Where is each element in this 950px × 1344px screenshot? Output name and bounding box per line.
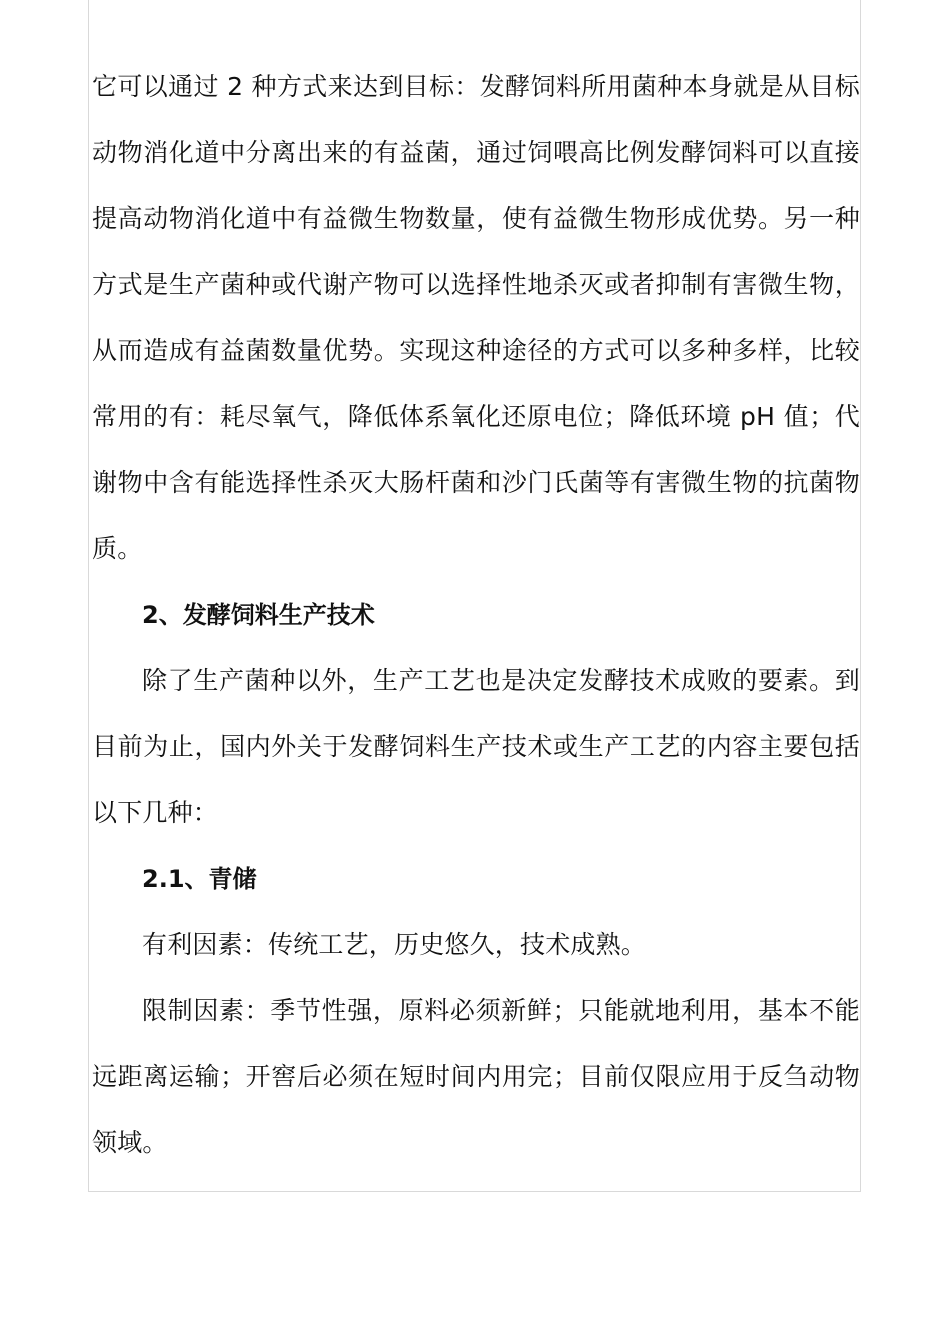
paragraph-production-intro: 除了生产菌种以外，生产工艺也是决定发酵技术成败的要素。到目前为止，国内外关于发酵饲料生产技术或生产工艺的内容主要包括以下几种： (92, 666, 860, 827)
paragraph-mechanism: 它可以通过 2 种方式来达到目标：发酵饲料所用菌种本身就是从目标动物消化道中分离出来的有益菌，通过饲喂高比例发酵饲料可以直接提高动物消化道中有益微生物数量，使有益微生物形成优势。另一种方式是生产菌种或代谢产物可以选择性地杀灭或者抑制有害微生物，从而造成有益菌数量优势。实现这种途径的方式可以多种多样，比较常用的有：耗尽氧气，降低体系氧化还原电位；降低环境 pH 值；代谢物中含有能选择性杀灭大肠杆菌和沙门氏菌等有害微生物的抗菌物质。 (92, 72, 860, 563)
paragraph-advantages: 有利因素：传统工艺，历史悠久，技术成熟。 (142, 930, 647, 959)
section-heading-production-technology: 2、发酵饲料生产技术 (142, 601, 375, 629)
paragraph-limitations: 限制因素：季节性强，原料必须新鲜；只能就地利用，基本不能远距离运输；开窖后必须在短时间内用完；目前仅限应用于反刍动物领域。 (92, 996, 860, 1157)
subsection-heading-silage: 2.1、青储 (142, 865, 257, 893)
document-body (92, 54, 860, 1176)
